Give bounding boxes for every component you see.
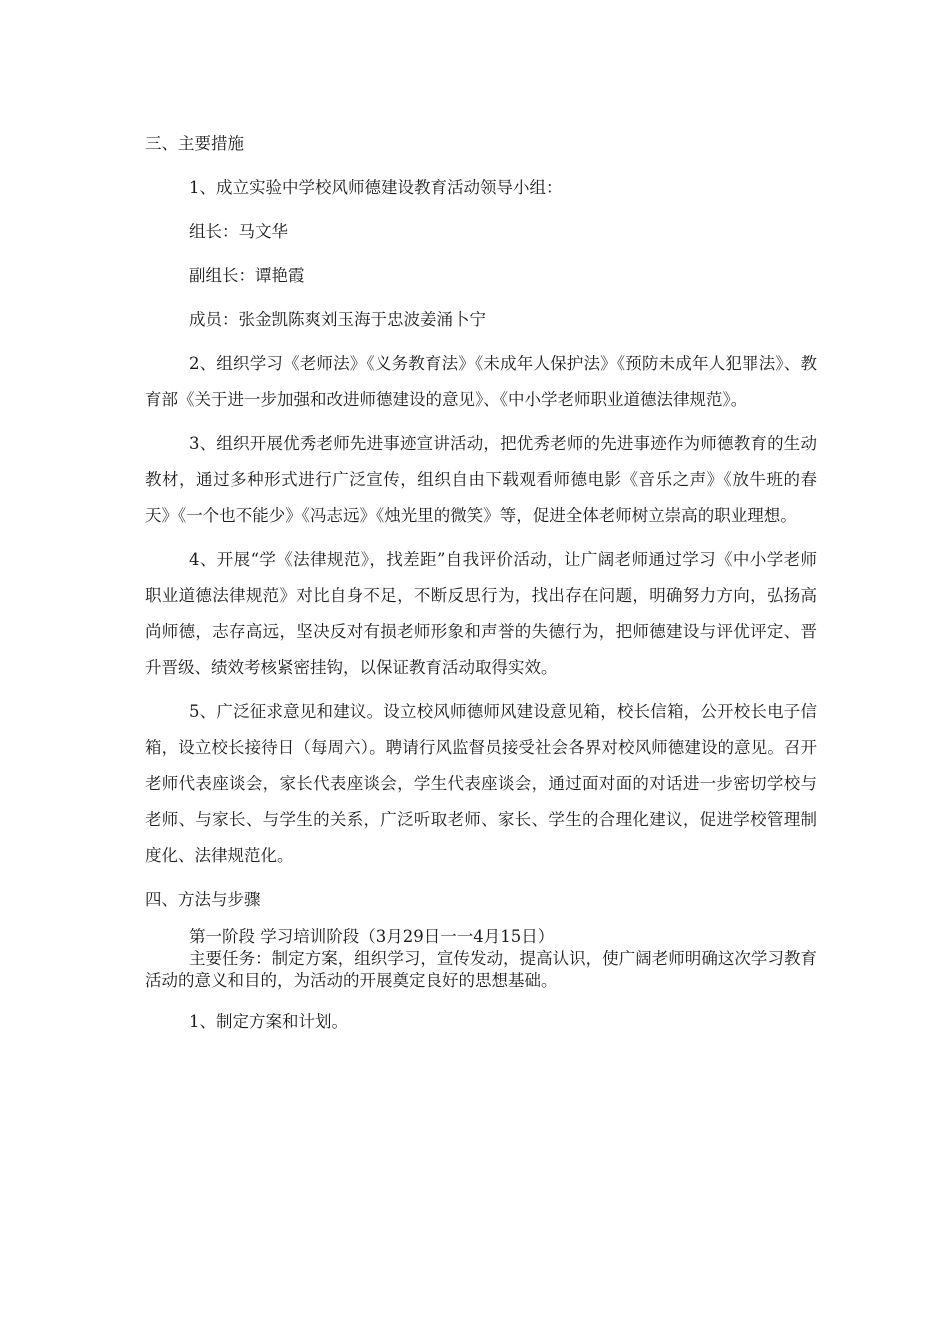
- paragraph-feedback: 5、广泛征求意见和建议。设立校风师德师风建设意见箱，校长信箱，公开校长电子信箱，设立校长接待日（每周六）。聘请行风监督员接受社会各界对校风师德建设的意见。召开老师代表座谈会，家长代表座谈会，学生代表座谈会，通过面对面的对话进一步密切学校与老师、与家长、与学生的关系，广泛听取老师、家长、学生的合理化建议，促进学校管理制度化、法律规范化。: [145, 702, 817, 865]
- paragraph-leadership-group: 1、成立实验中学校风师德建设教育活动领导小组：: [189, 178, 563, 197]
- document-body: [145, 126, 817, 1040]
- paragraph-self-evaluation: 4、开展“学《法律规范》，找差距”自我评价活动，让广阔老师通过学习《中小学老师职业道德法律规范》对比自身不足，不断反思行为，找出存在问题，明确努力方向，弘扬高尚师德，志存高远，坚决反对有损老师形象和声誉的失德行为，把师德建设与评优评定、晋升晋级、绩效考核紧密挂钩，以保证教育活动取得实效。: [145, 550, 817, 677]
- paragraph-study-laws: 2、组织学习《老师法》《义务教育法》《未成年人保护法》《预防未成年人犯罪法》、教育部《关于进一步加强和改进师德建设的意见》、《中小学老师职业道德法律规范》。: [145, 354, 817, 409]
- paragraph-model-teachers: 3、组织开展优秀老师先进事迹宣讲活动，把优秀老师的先进事迹作为师德教育的生动教材，通过多种形式进行广泛宣传，组织自由下载观看师德电影《音乐之声》《放牛班的春天》《一个也不能少》《冯志远》《烛光里的微笑》等，促进全体老师树立崇高的职业理想。: [145, 434, 817, 525]
- paragraph-stage-one: 第一阶段 学习培训阶段（3月29日一一4月15日）: [189, 927, 555, 946]
- paragraph-main-tasks: 主要任务：制定方案，组织学习，宣传发动，提高认识，使广阔老师明确这次学习教育活动的意义和目的，为活动的开展奠定良好的思想基础。: [145, 949, 817, 990]
- paragraph-group-leader: 组长：马文华: [189, 222, 288, 241]
- paragraph-members: 成员：张金凯陈爽刘玉海于忠波姜涌卜宁: [189, 310, 486, 329]
- section-heading-three: 三、主要措施: [145, 134, 244, 153]
- paragraph-make-plan: 1、制定方案和计划。: [189, 1012, 348, 1031]
- section-heading-four: 四、方法与步骤: [145, 890, 261, 909]
- paragraph-deputy-leader: 副组长：谭艳霞: [189, 266, 305, 285]
